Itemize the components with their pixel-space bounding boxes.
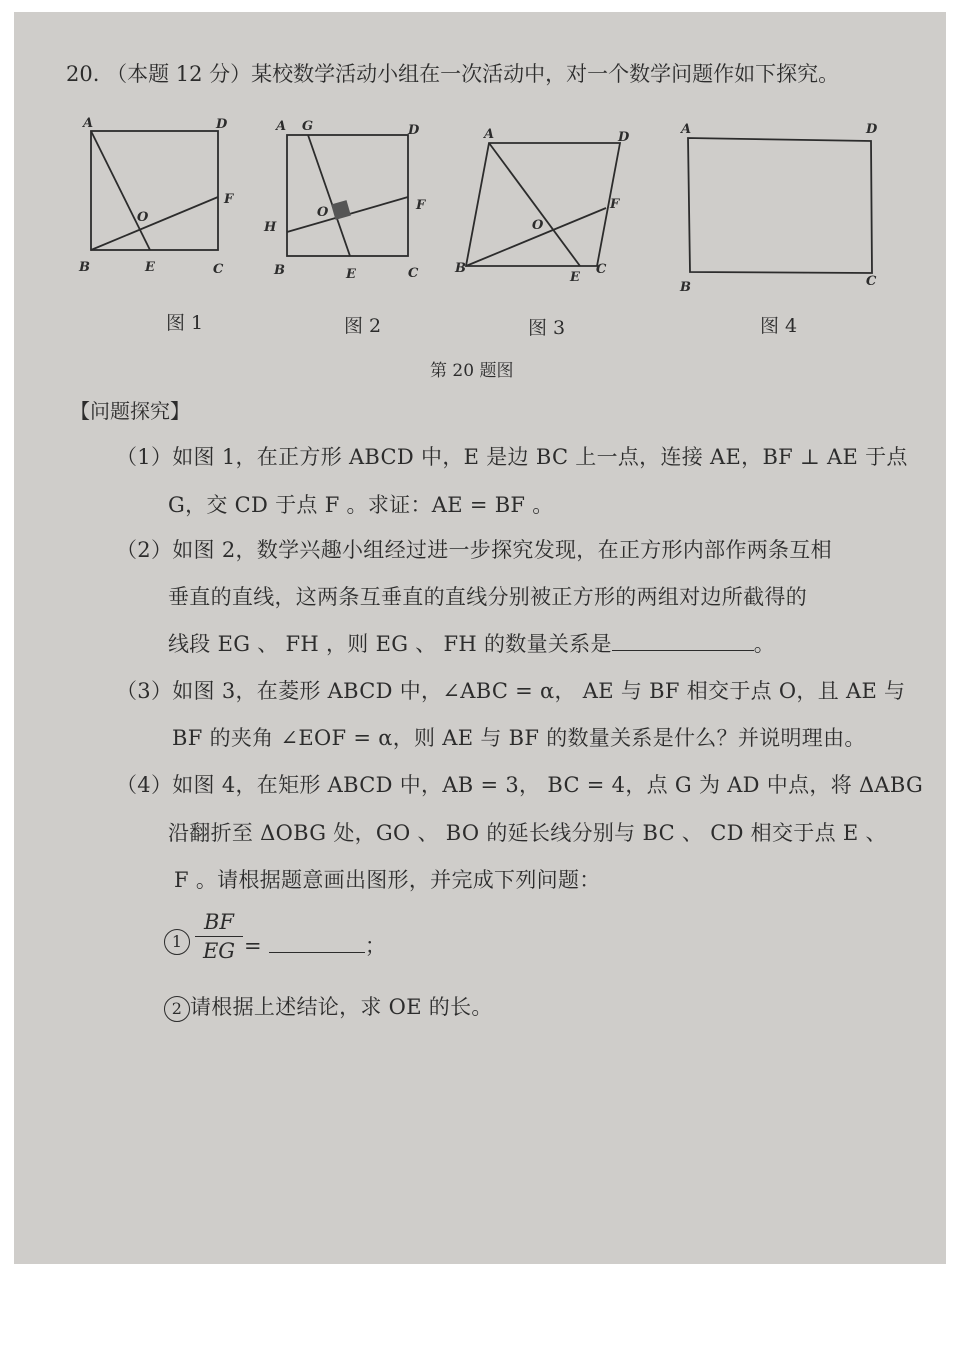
- part-2-answer-blank[interactable]: [612, 630, 754, 651]
- part-2-line-2: 垂直的直线，这两条互垂直的直线分别被正方形的两组对边所截得的: [168, 585, 807, 609]
- part-3-line-2: BF 的夹角 ∠EOF = α，则 AE 与 BF 的数量关系是什么？并说明理由。: [172, 726, 866, 750]
- part-2-line-3-text: 线段 EG 、 FH ，则 EG 、 FH 的数量关系是: [168, 632, 612, 656]
- fig1-label-c: C: [213, 262, 224, 277]
- fig2-label-h: H: [264, 220, 277, 235]
- part-4-line-3: F 。请根据题意画出图形，并完成下列问题：: [174, 868, 601, 892]
- section-title: 【问题探究】: [70, 399, 190, 423]
- part-1-line-2: G，交 CD 于点 F 。求证：AE = BF 。: [168, 493, 554, 517]
- fig2-label-b: B: [274, 263, 285, 278]
- fig4-label-d: D: [866, 122, 878, 137]
- figure-2-line-ge: [308, 135, 350, 256]
- sub-1-numerator: BF: [195, 910, 243, 937]
- figure-4-diagram: [688, 138, 872, 273]
- figure-3-line-ae: [489, 143, 580, 266]
- part-4-line-1: （4）如图 4，在矩形 ABCD 中，AB = 3， BC = 4，点 G 为 AD 中点，将 ΔABG: [116, 773, 924, 797]
- figure-group-caption: 第 20 题图: [430, 361, 514, 381]
- fig2-label-d: D: [408, 123, 420, 138]
- figure-1-square: [91, 131, 218, 250]
- figure-2-diagram: [287, 135, 408, 256]
- sub-1-fraction: [195, 910, 243, 963]
- fig1-label-b: B: [79, 260, 90, 275]
- sub-1-marker: [164, 928, 190, 955]
- figure-4-rectangle: [688, 138, 872, 273]
- part-2-line-1: （2）如图 2，数学兴趣小组经过进一步探究发现，在正方形内部作两条互相: [116, 538, 832, 562]
- figure-4-caption: 图 4: [760, 315, 798, 337]
- sub-1-answer-line: [244, 930, 386, 960]
- fig2-label-c: C: [408, 266, 419, 281]
- fig2-label-f: F: [416, 198, 426, 213]
- part-1-line-1: （1）如图 1，在正方形 ABCD 中，E 是边 BC 上一点，连接 AE，BF ⊥ AE 于点: [116, 445, 908, 469]
- figures-svg: [0, 0, 960, 340]
- sub-2-text: 请根据上述结论，求 OE 的长。: [190, 995, 493, 1019]
- sub-1-equals: =: [244, 934, 262, 958]
- fig1-label-o: O: [137, 210, 149, 225]
- fig3-label-o: O: [532, 218, 544, 233]
- figure-3-diagram: [466, 143, 620, 266]
- fig2-label-g: G: [302, 119, 314, 134]
- fig3-label-e: E: [570, 270, 580, 285]
- fig3-label-d: D: [618, 130, 630, 145]
- sub-1-answer-blank[interactable]: [269, 932, 365, 953]
- fig1-label-d: D: [216, 117, 228, 132]
- figure-1-diagram: [91, 131, 218, 250]
- question-text: （本题 12 分）某校数学活动小组在一次活动中，对一个数学问题作如下探究。: [106, 62, 840, 86]
- figure-3-rhombus: [466, 143, 620, 266]
- fig3-label-f: F: [610, 197, 620, 212]
- fig1-label-e: E: [145, 260, 155, 275]
- part-2-line-3: [168, 628, 775, 658]
- sub-1-denominator: EG: [202, 939, 236, 963]
- figure-1-line-bf: [91, 197, 218, 250]
- fig3-label-b: B: [455, 261, 466, 276]
- figure-1-caption: 图 1: [166, 312, 204, 334]
- fig4-label-b: B: [680, 280, 691, 295]
- figure-2-caption: 图 2: [344, 315, 382, 337]
- fig3-label-a: A: [484, 127, 495, 142]
- fig1-label-f: F: [224, 192, 234, 207]
- fig3-label-c: C: [596, 262, 607, 277]
- fig2-label-a: A: [276, 119, 287, 134]
- sub-1-end: ；: [364, 934, 387, 958]
- fig4-label-c: C: [866, 274, 877, 289]
- figure-1-line-ae: [91, 131, 150, 250]
- part-2-line-3-end: 。: [753, 632, 776, 656]
- fig2-label-o: O: [317, 205, 329, 220]
- fig1-label-a: A: [83, 116, 94, 131]
- figure-2-right-angle-mark: [331, 200, 351, 220]
- part-4-line-2: 沿翻折至 ΔOBG 处，GO 、 BO 的延长线分别与 BC 、 CD 相交于点 E 、: [168, 821, 887, 845]
- part-3-line-1: （3）如图 3，在菱形 ABCD 中，∠ABC = α， AE 与 BF 相交于点 O，且 AE 与: [116, 679, 906, 703]
- sub-2-circle: 2: [164, 996, 190, 1022]
- sub-1-circle: 1: [164, 929, 190, 955]
- fig2-label-e: E: [346, 267, 356, 282]
- figure-3-line-bf: [466, 208, 606, 266]
- figure-3-caption: 图 3: [528, 317, 566, 339]
- figure-2-square: [287, 135, 408, 256]
- question-number: 20.: [66, 62, 100, 86]
- fig4-label-a: A: [681, 122, 692, 137]
- sub-2-line: [164, 991, 493, 1022]
